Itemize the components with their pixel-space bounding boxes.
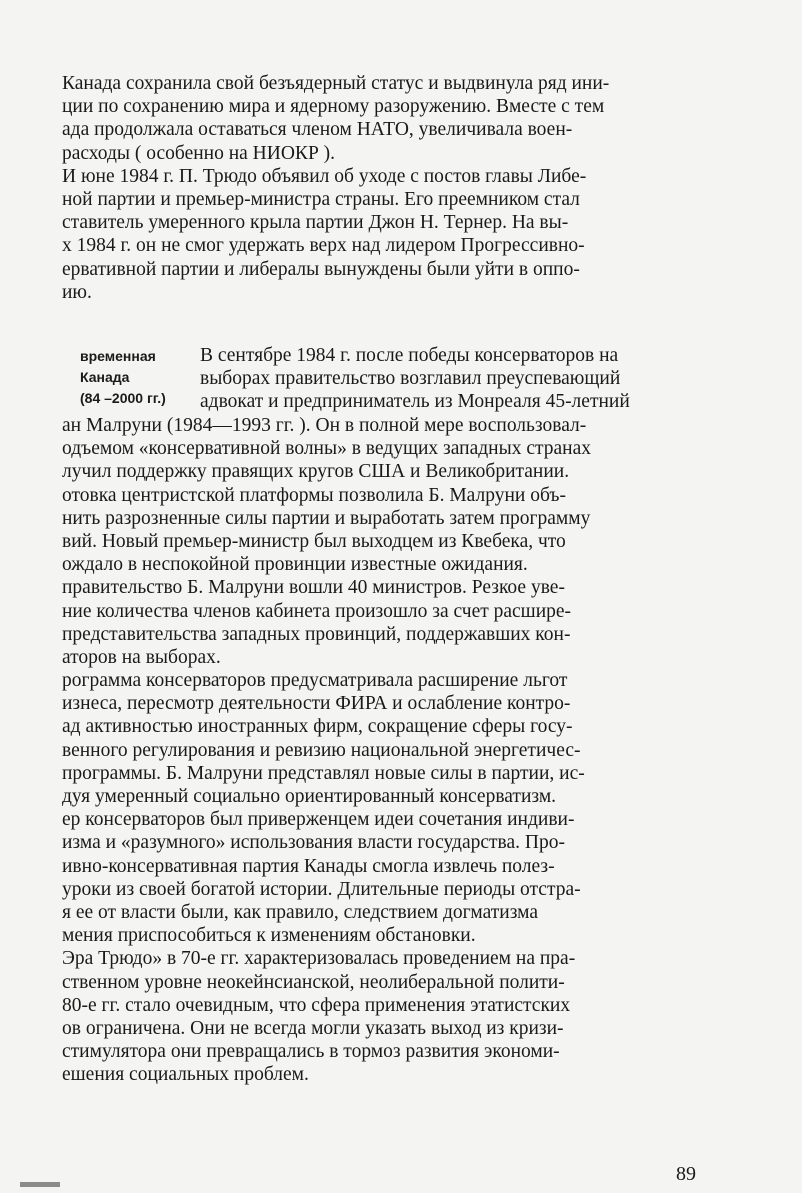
text-line: уроки из своей богатой истории. Длительные периоды отстра- xyxy=(62,878,581,900)
text-line: программы. Б. Малруни представлял новые силы в партии, ис- xyxy=(62,762,585,784)
text-line: Канада сохранила свой безъядерный статус и выдвинула ряд ини- xyxy=(62,73,610,94)
text-line: вий. Новый премьер-министр был выходцем из Квебека, что xyxy=(62,530,566,552)
text-line: адвокат и предприниматель из Монреаля 45-летний xyxy=(200,391,630,413)
text-line: ер консерваторов был приверженцем идеи сочетания индиви- xyxy=(62,809,575,831)
sidenote-line: временная xyxy=(80,348,156,364)
text-line: И юне 1984 г. П. Трюдо объявил об уходе с постов главы Либе- xyxy=(62,165,587,187)
text-line: 80-е гг. стало очевидным, что сфера применения этатистских xyxy=(62,994,571,1016)
text-line: нить разрозненные силы партии и выработать затем программу xyxy=(62,507,591,529)
margin-sidenote xyxy=(80,346,195,409)
text-line: ции по сохранению мира и ядерному разоружению. Вместе с тем xyxy=(62,96,605,118)
text-line: выборах правительство возглавил преуспевающий xyxy=(200,368,621,390)
text-line: рограмма консерваторов предусматривала расширение льгот xyxy=(62,670,568,692)
text-line: ад активностью иностранных фирм, сокращение сферы госу- xyxy=(62,716,573,738)
text-block-top xyxy=(62,72,702,304)
text-line: В сентябре 1984 г. после победы консерваторов на xyxy=(200,345,619,366)
page-number: 89 xyxy=(676,1163,696,1185)
text-line: стимулятора они превращались в тормоз развития экономи- xyxy=(62,1041,560,1063)
text-line: я ее от власти были, как правило, следствием догматизма xyxy=(62,901,538,923)
text-line: ешения социальных проблем. xyxy=(62,1064,309,1086)
text-line: представительства западных провинций, поддержавших кон- xyxy=(62,623,571,645)
text-line: ставитель умеренного крыла партии Джон Н. Тернер. На вы- xyxy=(62,212,569,234)
scan-artifact xyxy=(20,1182,60,1187)
text-line: ние количества членов кабинета произошло за счет расшире- xyxy=(62,600,572,622)
text-block-middle xyxy=(200,344,702,414)
text-line: отовка центристской платформы позволила Б. Малруни объ- xyxy=(62,484,566,506)
text-line: ию. xyxy=(62,281,92,303)
text-line: аторов на выборах. xyxy=(62,646,221,668)
text-line: изнеса, пересмотр деятельности ФИРА и ослабление контро- xyxy=(62,693,571,715)
text-line: изма и «разумного» использования власти государства. Про- xyxy=(62,832,565,854)
text-line: ервативной партии и либералы вынуждены были уйти в оппо- xyxy=(62,258,580,280)
text-line: лучил поддержку правящих кругов США и Великобритании. xyxy=(62,461,570,483)
text-block-bottom xyxy=(62,414,702,1086)
text-line: ивно-консервативная партия Канады смогла извлечь полез- xyxy=(62,855,555,877)
text-line: ов ограничена. Они не всегда могли указать выход из кризи- xyxy=(62,1017,564,1039)
text-line: мения приспособиться к изменениям обстановки. xyxy=(62,925,476,947)
text-line: ада продолжала оставаться членом НАТО, увеличивала воен- xyxy=(62,119,573,141)
text-line: расходы ( особенно на НИОКР ). xyxy=(62,142,336,164)
text-line: ан Малруни (1984—1993 гг. ). Он в полной мере воспользовал- xyxy=(62,415,587,436)
text-line: х 1984 г. он не смог удержать верх над лидером Прогрессивно- xyxy=(62,235,585,257)
text-line: дуя умеренный социально ориентированный консерватизм. xyxy=(62,786,557,807)
text-line: Эра Трюдо» в 70-е гг. характеризовалась проведением на пра- xyxy=(62,948,576,970)
text-line: ной партии и премьер-министра страны. Его преемником стал xyxy=(62,188,580,210)
text-line: ственном уровне неокейнсианской, неолиберальной полити- xyxy=(62,971,565,993)
text-line: венного регулирования и ревизию национальной энергетичес- xyxy=(62,739,581,761)
text-line: ождало в неспокойной провинции известные ожидания. xyxy=(62,554,528,576)
text-line: правительство Б. Малруни вошли 40 министров. Резкое уве- xyxy=(62,577,565,599)
sidenote-line: Канада xyxy=(80,369,130,385)
text-line: одъемом «консервативной волны» в ведущих западных странах xyxy=(62,438,591,460)
sidenote-line: (84 –2000 гг.) xyxy=(80,390,166,406)
